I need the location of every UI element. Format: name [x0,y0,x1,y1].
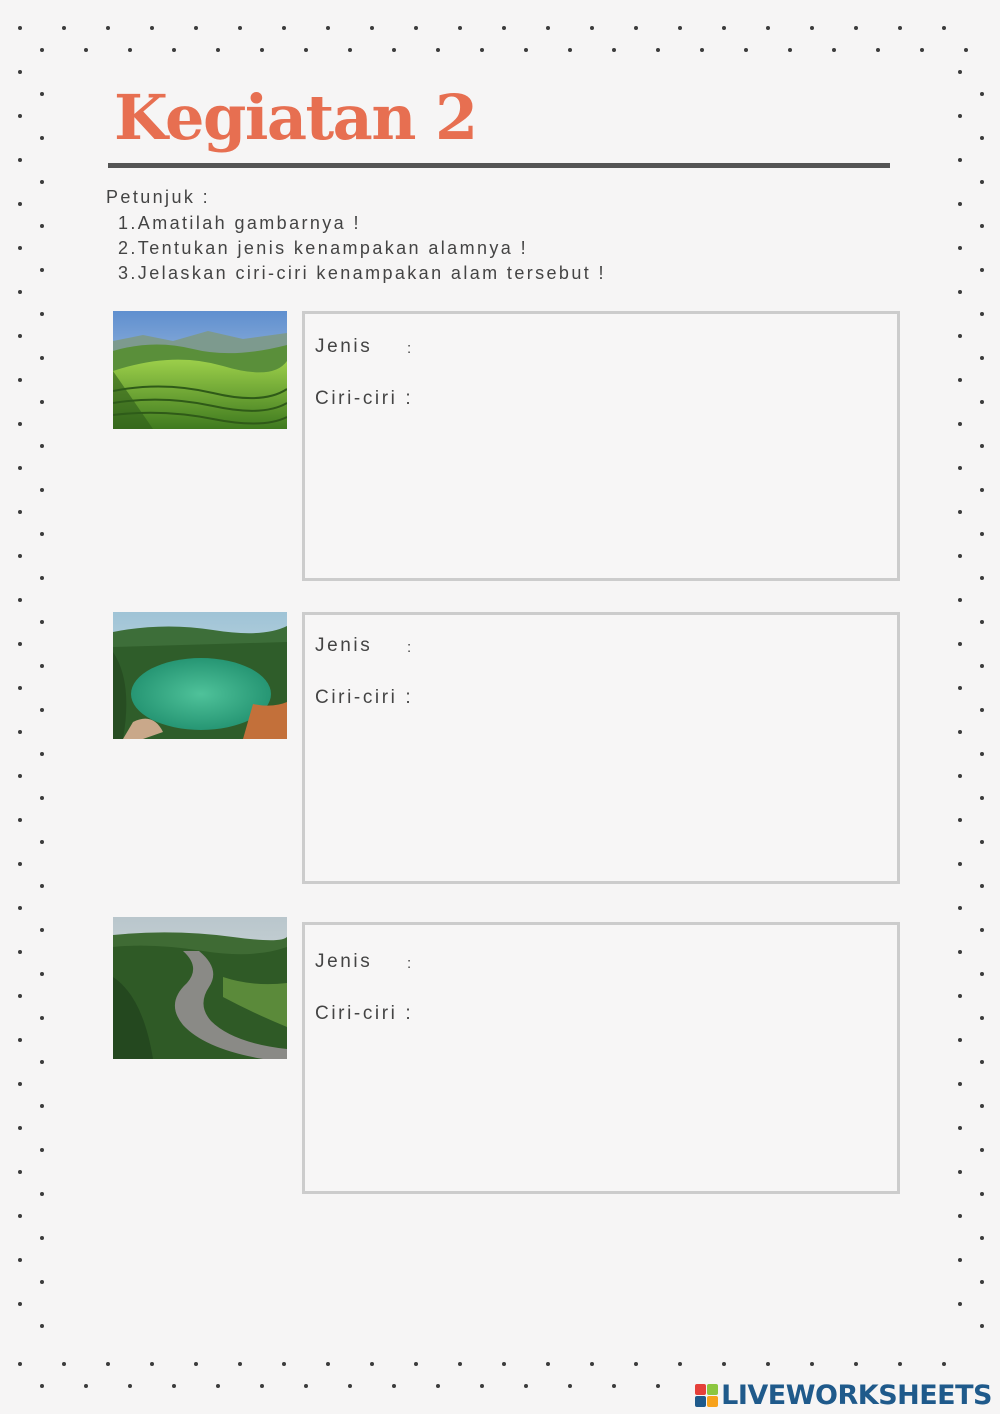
border-dot [40,1236,44,1240]
border-dot [634,1362,638,1366]
border-dot [18,950,22,954]
border-dot [898,26,902,30]
border-dot [766,1362,770,1366]
border-dot [84,48,88,52]
border-dot [980,1324,984,1328]
border-dot [18,818,22,822]
border-dot [150,1362,154,1366]
border-dot [18,26,22,30]
border-dot [854,1362,858,1366]
border-dot [18,290,22,294]
border-dot [414,26,418,30]
border-dot [194,1362,198,1366]
border-dot [40,1104,44,1108]
border-dot [766,26,770,30]
border-dot [40,92,44,96]
border-dot [40,708,44,712]
border-dot [480,48,484,52]
border-dot [18,1258,22,1262]
border-dot [40,752,44,756]
border-dot [18,378,22,382]
jenis-label: Jenis [315,635,373,656]
border-dot [958,378,962,382]
border-dot [62,26,66,30]
border-dot [326,1362,330,1366]
border-dot [18,1082,22,1086]
border-dot [958,950,962,954]
answer-box-1[interactable] [302,311,900,581]
border-dot [958,1258,962,1262]
border-dot [18,862,22,866]
border-dot [18,202,22,206]
border-dot [700,48,704,52]
border-dot [980,1060,984,1064]
instructions [106,186,606,286]
border-dot [18,114,22,118]
border-dot [958,1214,962,1218]
border-dot [40,312,44,316]
border-dot [546,1362,550,1366]
border-dot [590,26,594,30]
border-dot [980,356,984,360]
border-dot [18,70,22,74]
border-dot [40,136,44,140]
border-dot [502,26,506,30]
title-underline [108,163,890,168]
border-dot [370,26,374,30]
border-dot [40,224,44,228]
border-dot [18,686,22,690]
border-dot [898,1362,902,1366]
border-dot [18,422,22,426]
border-dot [958,466,962,470]
border-dot [964,48,968,52]
border-dot [612,1384,616,1388]
border-dot [524,1384,528,1388]
border-dot [18,730,22,734]
border-dot [524,48,528,52]
border-dot [958,554,962,558]
border-dot [40,1016,44,1020]
border-dot [260,48,264,52]
mountain-tea-plantation-photo [113,311,287,429]
border-dot [958,510,962,514]
border-dot [958,334,962,338]
liveworksheets-icon [695,1384,718,1407]
border-dot [958,422,962,426]
border-dot [18,1038,22,1042]
border-dot [480,1384,484,1388]
border-dot [958,1126,962,1130]
border-dot [282,26,286,30]
border-dot [980,576,984,580]
border-dot [128,48,132,52]
brand-name: LIVEWORKSHEETS [721,1379,992,1411]
border-dot [958,862,962,866]
border-dot [958,1038,962,1042]
border-dot [568,48,572,52]
border-dot [546,26,550,30]
instructions-label: Petunjuk : [106,187,211,207]
border-dot [980,1192,984,1196]
border-dot [18,466,22,470]
border-dot [40,532,44,536]
border-dot [980,796,984,800]
border-dot [40,488,44,492]
border-dot [958,818,962,822]
border-dot [40,1384,44,1388]
border-dot [40,268,44,272]
border-dot [216,1384,220,1388]
border-dot [980,532,984,536]
border-dot [18,1362,22,1366]
border-dot [18,1126,22,1130]
border-dot [348,1384,352,1388]
border-dot [854,26,858,30]
border-dot [744,48,748,52]
jenis-label: Jenis [315,336,373,357]
border-dot [260,1384,264,1388]
border-dot [958,730,962,734]
border-dot [958,1170,962,1174]
border-dot [40,576,44,580]
instruction-step: 2.Tentukan jenis kenampakan alamnya ! [118,238,528,258]
instruction-step: 3.Jelaskan ciri-ciri kenampakan alam tersebut ! [118,263,606,283]
border-dot [40,840,44,844]
border-dot [942,1362,946,1366]
border-dot [40,972,44,976]
border-dot [958,246,962,250]
jenis-label: Jenis [315,951,373,972]
border-dot [958,906,962,910]
border-dot [980,1236,984,1240]
border-dot [980,884,984,888]
border-dot [62,1362,66,1366]
border-dot [40,48,44,52]
border-dot [40,884,44,888]
border-dot [18,642,22,646]
border-dot [18,774,22,778]
border-dot [980,1016,984,1020]
border-dot [942,26,946,30]
border-dot [458,26,462,30]
border-dot [980,840,984,844]
border-dot [238,26,242,30]
border-dot [128,1384,132,1388]
border-dot [18,598,22,602]
border-dot [18,554,22,558]
border-dot [958,642,962,646]
border-dot [980,664,984,668]
border-dot [18,994,22,998]
border-dot [326,26,330,30]
jenis-colon: : [407,340,412,357]
border-dot [958,1082,962,1086]
border-dot [40,1060,44,1064]
border-dot [106,1362,110,1366]
border-dot [958,1302,962,1306]
border-dot [18,246,22,250]
border-dot [980,1280,984,1284]
border-dot [980,312,984,316]
answer-box-2[interactable] [302,612,900,884]
border-dot [590,1362,594,1366]
crater-lake-photo [113,612,287,739]
border-dot [958,598,962,602]
border-dot [958,686,962,690]
border-dot [980,136,984,140]
border-dot [958,774,962,778]
border-dot [980,1104,984,1108]
border-dot [106,26,110,30]
border-dot [18,906,22,910]
border-dot [980,268,984,272]
ciri-ciri-label: Ciri-ciri : [315,1003,414,1024]
border-dot [40,620,44,624]
page-title: Kegiatan 2 [114,81,477,154]
border-dot [678,26,682,30]
border-dot [40,1192,44,1196]
instruction-step: 1.Amatilah gambarnya ! [118,213,361,233]
border-dot [304,1384,308,1388]
border-dot [18,1214,22,1218]
border-dot [436,1384,440,1388]
instructions-steps [106,211,606,286]
border-dot [304,48,308,52]
border-dot [958,158,962,162]
border-dot [722,26,726,30]
border-dot [282,1362,286,1366]
jenis-colon: : [407,639,412,656]
border-dot [18,1170,22,1174]
border-dot [40,928,44,932]
border-dot [958,994,962,998]
border-dot [18,334,22,338]
border-dot [18,510,22,514]
border-dot [958,114,962,118]
border-dot [194,26,198,30]
border-dot [40,444,44,448]
river-photo [113,917,287,1059]
border-dot [18,1302,22,1306]
border-dot [722,1362,726,1366]
border-dot [958,202,962,206]
border-dot [568,1384,572,1388]
border-dot [40,400,44,404]
border-dot [656,1384,660,1388]
border-dot [980,972,984,976]
border-dot [980,620,984,624]
border-dot [40,1324,44,1328]
border-dot [40,356,44,360]
border-dot [788,48,792,52]
border-dot [414,1362,418,1366]
border-dot [172,48,176,52]
border-dot [980,752,984,756]
border-dot [958,290,962,294]
border-dot [920,48,924,52]
border-dot [810,26,814,30]
border-dot [980,1148,984,1152]
border-dot [84,1384,88,1388]
border-dot [216,48,220,52]
answer-box-3[interactable] [302,922,900,1194]
jenis-colon: : [407,955,412,972]
border-dot [392,48,396,52]
border-dot [150,26,154,30]
border-dot [348,48,352,52]
border-dot [810,1362,814,1366]
border-dot [958,70,962,74]
border-dot [40,180,44,184]
border-dot [656,48,660,52]
border-dot [172,1384,176,1388]
border-dot [980,708,984,712]
border-dot [980,224,984,228]
border-dot [634,26,638,30]
border-dot [502,1362,506,1366]
border-dot [980,444,984,448]
liveworksheets-logo [695,1380,992,1410]
border-dot [458,1362,462,1366]
border-dot [18,158,22,162]
border-dot [980,180,984,184]
border-dot [876,48,880,52]
border-dot [980,488,984,492]
border-dot [678,1362,682,1366]
border-dot [612,48,616,52]
border-dot [40,1280,44,1284]
border-dot [980,400,984,404]
border-dot [436,48,440,52]
border-dot [40,664,44,668]
border-dot [370,1362,374,1366]
border-dot [980,928,984,932]
border-dot [238,1362,242,1366]
ciri-ciri-label: Ciri-ciri : [315,687,414,708]
border-dot [40,1148,44,1152]
border-dot [40,796,44,800]
ciri-ciri-label: Ciri-ciri : [315,388,414,409]
border-dot [832,48,836,52]
border-dot [980,92,984,96]
border-dot [392,1384,396,1388]
